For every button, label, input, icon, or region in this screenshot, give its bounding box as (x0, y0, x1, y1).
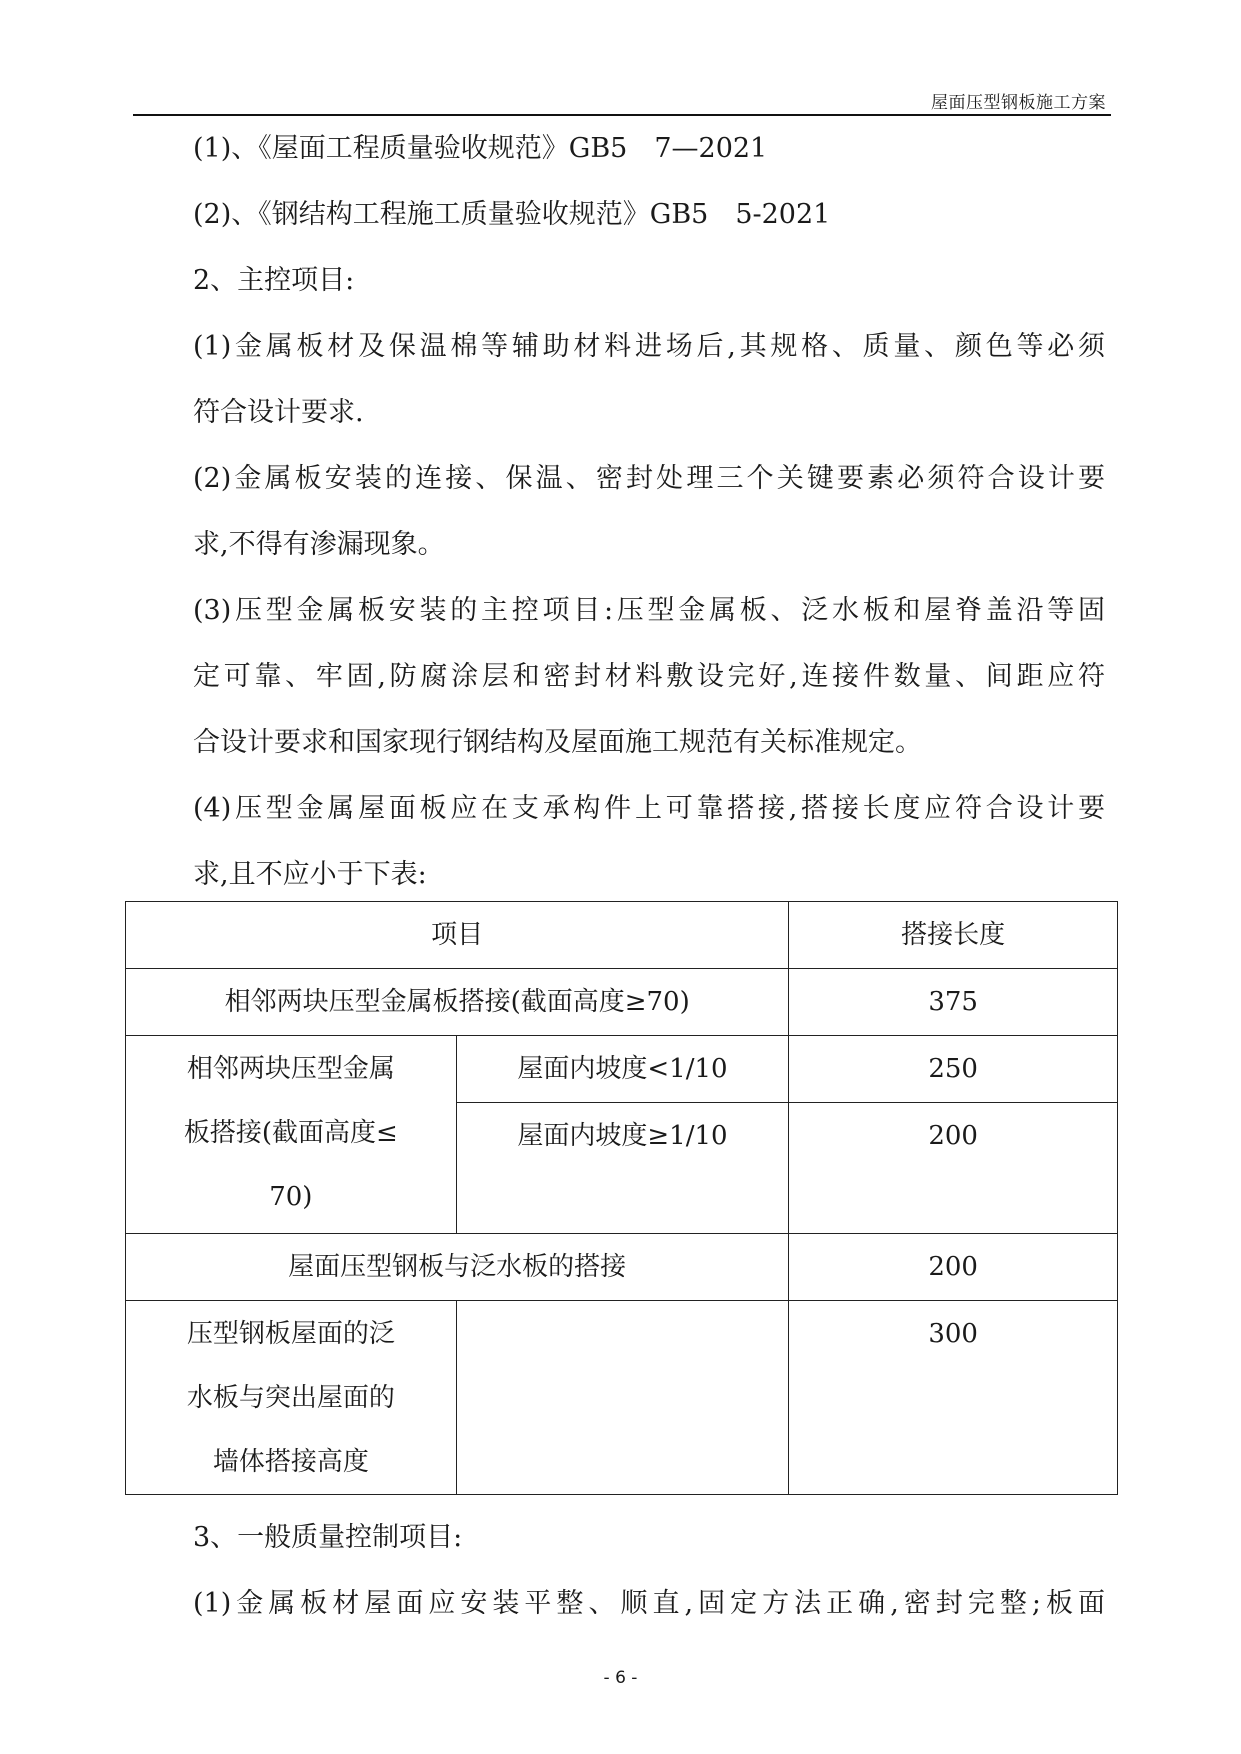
table-header-length: 搭接长度 (789, 902, 1118, 969)
table-row (126, 1301, 1118, 1495)
header-title: 屋面压型钢板施工方案 (931, 93, 1106, 113)
table-header-row (126, 902, 1118, 969)
table-cell-value: 300 (789, 1301, 1118, 1495)
paragraph-item-3-line-1: (3)压型金属板安装的主控项目:压型金属板、泛水板和屋脊盖沿等固 (193, 595, 1105, 626)
paragraph-item-3-line-2: 定可靠、牢固,防腐涂层和密封材料敷设完好,连接件数量、间距应符 (193, 661, 1105, 692)
paragraph-item-3-line-3: 合设计要求和国家现行钢结构及屋面施工规范有关标准规定。 (193, 727, 922, 758)
table-cell-value: 200 (789, 1234, 1118, 1301)
paragraph-item-2-line-2: 求,不得有渗漏现象。 (193, 529, 445, 560)
paragraph-item-2-line-1: (2)金属板安装的连接、保温、密封处理三个关键要素必须符合设计要 (193, 463, 1105, 494)
table-cell-value: 375 (789, 969, 1118, 1036)
page-number: - 6 - (603, 1668, 638, 1688)
paragraph-standard-2: (2)、《钢结构工程施工质量验收规范》GB5 5-2021 (193, 199, 831, 230)
table-cell-line: 70) (269, 1182, 313, 1212)
table-row (126, 969, 1118, 1036)
table-cell-value: 200 (789, 1103, 1118, 1234)
table-cell-item: 相邻两块压型金属板搭接(截面高度≥70) (126, 969, 789, 1036)
paragraph-item-4-line-2: 求,且不应小于下表: (193, 859, 427, 890)
table-cell-item: 屋面压型钢板与泛水板的搭接 (126, 1234, 789, 1301)
paragraph-general-item-1: (1)金属板材屋面应安装平整、顺直,固定方法正确,密封完整;板面 (193, 1588, 1105, 1619)
table-cell-item-multiline (126, 1301, 457, 1495)
section-heading-general-control: 3、一般质量控制项目: (193, 1522, 463, 1553)
table-cell-line: 压型钢板屋面的泛 (186, 1319, 395, 1349)
table-cell-empty (456, 1301, 789, 1495)
paragraph-standard-1: (1)、《屋面工程质量验收规范》GB5 7—2021 (193, 133, 768, 164)
lap-length-table (125, 901, 1118, 1495)
table-cell-value: 250 (789, 1036, 1118, 1103)
table-cell-line: 板搭接(截面高度≤ (183, 1118, 398, 1148)
paragraph-item-1-line-1: (1)金属板材及保温棉等辅助材料进场后,其规格、质量、颜色等必须 (193, 331, 1105, 362)
table-cell-condition: 屋面内坡度<1/10 (456, 1036, 789, 1103)
table-cell-line: 水板与突出屋面的 (186, 1383, 395, 1413)
paragraph-item-1-line-2: 符合设计要求. (193, 397, 364, 428)
table-row (126, 1036, 1118, 1103)
paragraph-item-4-line-1: (4)压型金属屋面板应在支承构件上可靠搭接,搭接长度应符合设计要 (193, 793, 1105, 824)
table-cell-line: 墙体搭接高度 (212, 1447, 369, 1477)
table-row (126, 1234, 1118, 1301)
table-cell-item-multiline (126, 1036, 457, 1234)
table-cell-line: 相邻两块压型金属 (186, 1054, 395, 1084)
section-heading-main-control: 2、主控项目: (193, 265, 355, 296)
table-cell-condition: 屋面内坡度≥1/10 (456, 1103, 789, 1234)
table-header-item: 项目 (126, 902, 789, 969)
